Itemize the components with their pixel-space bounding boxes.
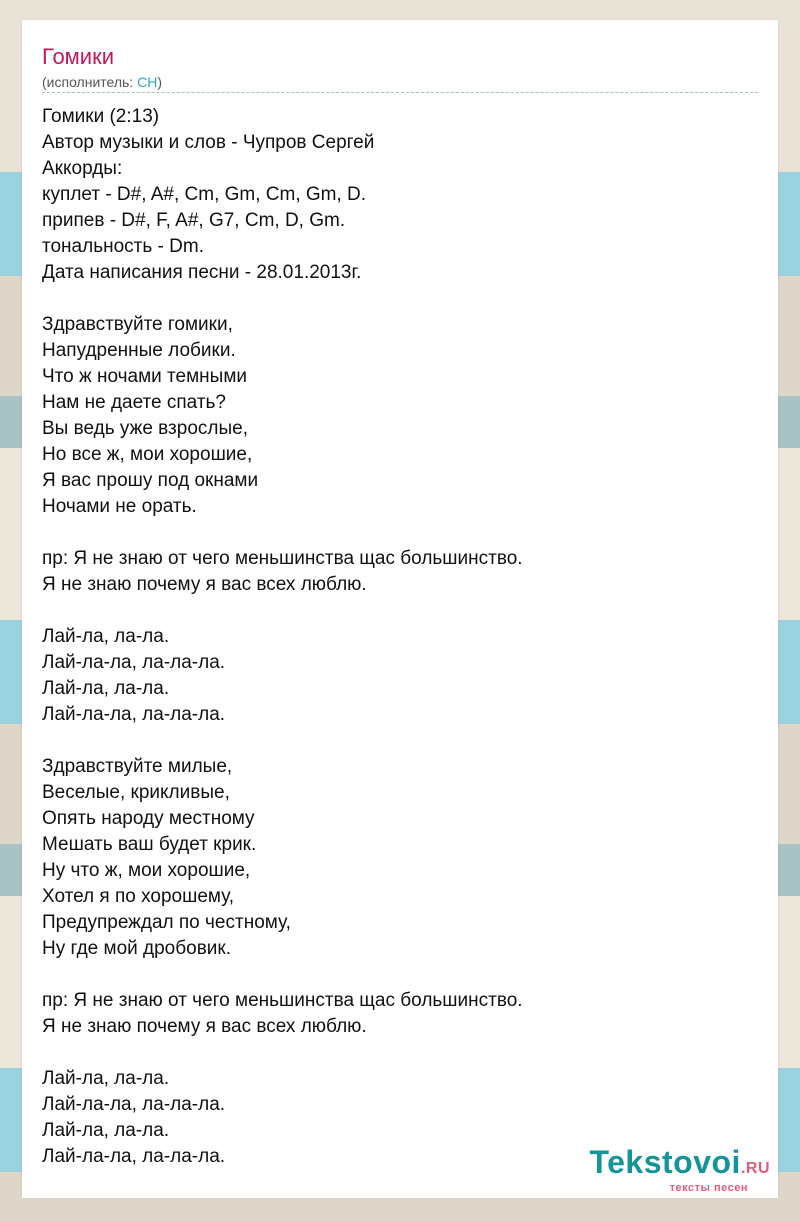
lyrics-card <box>22 20 778 1198</box>
logo-tld: .RU <box>740 1160 770 1177</box>
artist-link[interactable]: СН <box>137 74 158 90</box>
artist-prefix: (исполнитель: <box>42 74 138 90</box>
dashed-divider <box>42 92 758 93</box>
logo-wordmark <box>589 1145 770 1186</box>
song-title: Гомики <box>42 44 115 69</box>
tekstovoi-logo[interactable] <box>589 1145 770 1194</box>
artist-line <box>42 73 162 91</box>
logo-tagline: тексты песен <box>669 1182 748 1194</box>
lyrics-text: Гомики (2:13) Автор музыки и слов - Чупров Сергей Аккорды: куплет - D#, A#, Cm, Gm, Cm, Gm, D. припев - D#, F, A#, G7, Cm, D, Gm. тональность - Dm. Дата написания песни - 28.01.2013г. Здравствуйте гомики, Напудренные лобики. Что ж ночами темными Нам не даете спать? Вы ведь уже взрослые, Но все ж, мои хорошие, Я вас прошу под окнами Ночами не орать. пр: Я не знаю от чего меньшинства щас большинство. Я не знаю почему я вас всех люблю. Лай-ла, ла-ла. Лай-ла-ла, ла-ла-ла. Лай-ла, ла-ла. Лай-ла-ла, ла-ла-ла. Здравствуйте милые, Веселые, крикливые, Опять народу местному Мешать ваш будет крик. Ну что ж, мои хорошие, Хотел я по хорошему, Предупреждал по честному, Ну где мой дробовик. пр: Я не знаю от чего меньшинства щас большинство. Я не знаю почему я вас всех люблю. Лай-ла, ла-ла. Лай-ла-ла, ла-ла-ла. Лай-ла, ла-ла. Лай-ла-ла, ла-ла-ла. <box>42 106 523 1167</box>
artist-suffix: ) <box>157 74 162 90</box>
logo-main-text: Tekstovoi <box>589 1144 741 1180</box>
